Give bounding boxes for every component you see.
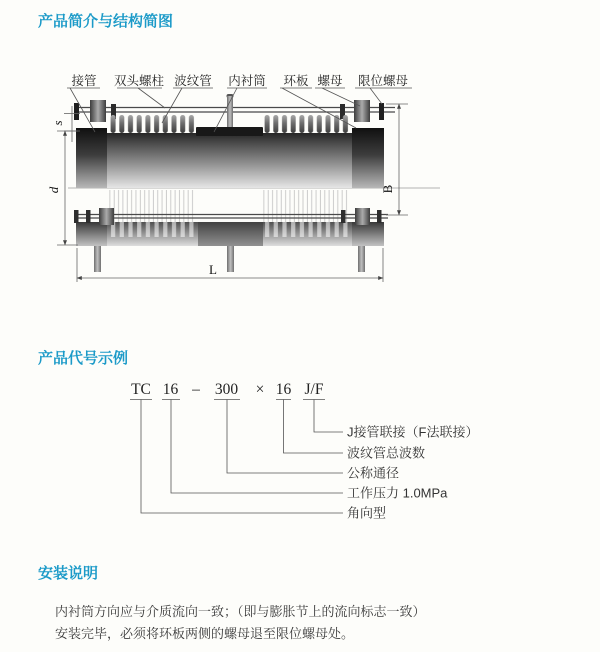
annotation-wave-count: 波纹管总波数 — [347, 445, 426, 461]
code-segment-dash: – — [192, 381, 200, 398]
install-instruction-line-2: 安装完毕，必须将环板两侧的螺母退至限位螺母处。 — [55, 626, 355, 641]
code-segment-waves: 16 — [275, 381, 292, 398]
section-title-intro: 产品简介与结构简图 — [38, 13, 174, 30]
dimension-d-label: d — [46, 186, 61, 194]
code-segment-pressure: 16 — [162, 381, 179, 398]
part-label-ring-plate: 环板 — [283, 74, 309, 88]
code-segment-connection: J/F — [304, 381, 324, 398]
part-label-limit-nut: 限位螺母 — [357, 74, 409, 88]
annotation-nominal-diameter: 公称通径 — [347, 465, 400, 481]
dimension-B — [380, 104, 408, 215]
section-title-install: 安装说明 — [38, 565, 99, 582]
product-code — [131, 381, 324, 398]
code-segment-times: × — [255, 381, 265, 398]
code-segment-type: TC — [131, 381, 151, 398]
left-end-pipe — [76, 128, 107, 188]
right-end-pipe — [352, 128, 384, 188]
annotation-working-pressure: 工作压力 1.0MPa — [347, 485, 448, 501]
dimension-s-label: s — [50, 120, 65, 126]
structure-diagram — [30, 62, 460, 307]
annotation-angular-type: 角向型 — [347, 505, 387, 521]
tie-rod — [74, 108, 395, 113]
main-body — [107, 133, 352, 188]
lower-half-assembly — [74, 208, 388, 272]
part-label-liner: 内衬筒 — [228, 74, 266, 88]
part-labels — [71, 73, 408, 88]
code-leader-lines — [130, 400, 343, 514]
part-label-bellows: 波纹管 — [174, 74, 212, 88]
install-instruction-line-1: 内衬筒方向应与介质流向一致；（即与膨胀节上的流向标志一致） — [55, 604, 426, 619]
annotation-connection: J接管联接（F法联接） — [347, 424, 479, 440]
code-annotations — [347, 425, 478, 521]
dimension-L-label: L — [209, 262, 217, 277]
part-label-stud: 双头螺柱 — [113, 74, 165, 88]
part-label-pipe: 接管 — [71, 74, 97, 88]
product-code-diagram — [120, 378, 540, 528]
code-segment-diameter: 300 — [214, 381, 239, 398]
inner-liner-band — [196, 127, 263, 136]
section-title-code-example: 产品代号示例 — [38, 350, 129, 367]
part-label-nut: 螺母 — [317, 74, 343, 88]
dimension-B-label: B — [380, 184, 395, 194]
lower-studs — [94, 246, 365, 272]
